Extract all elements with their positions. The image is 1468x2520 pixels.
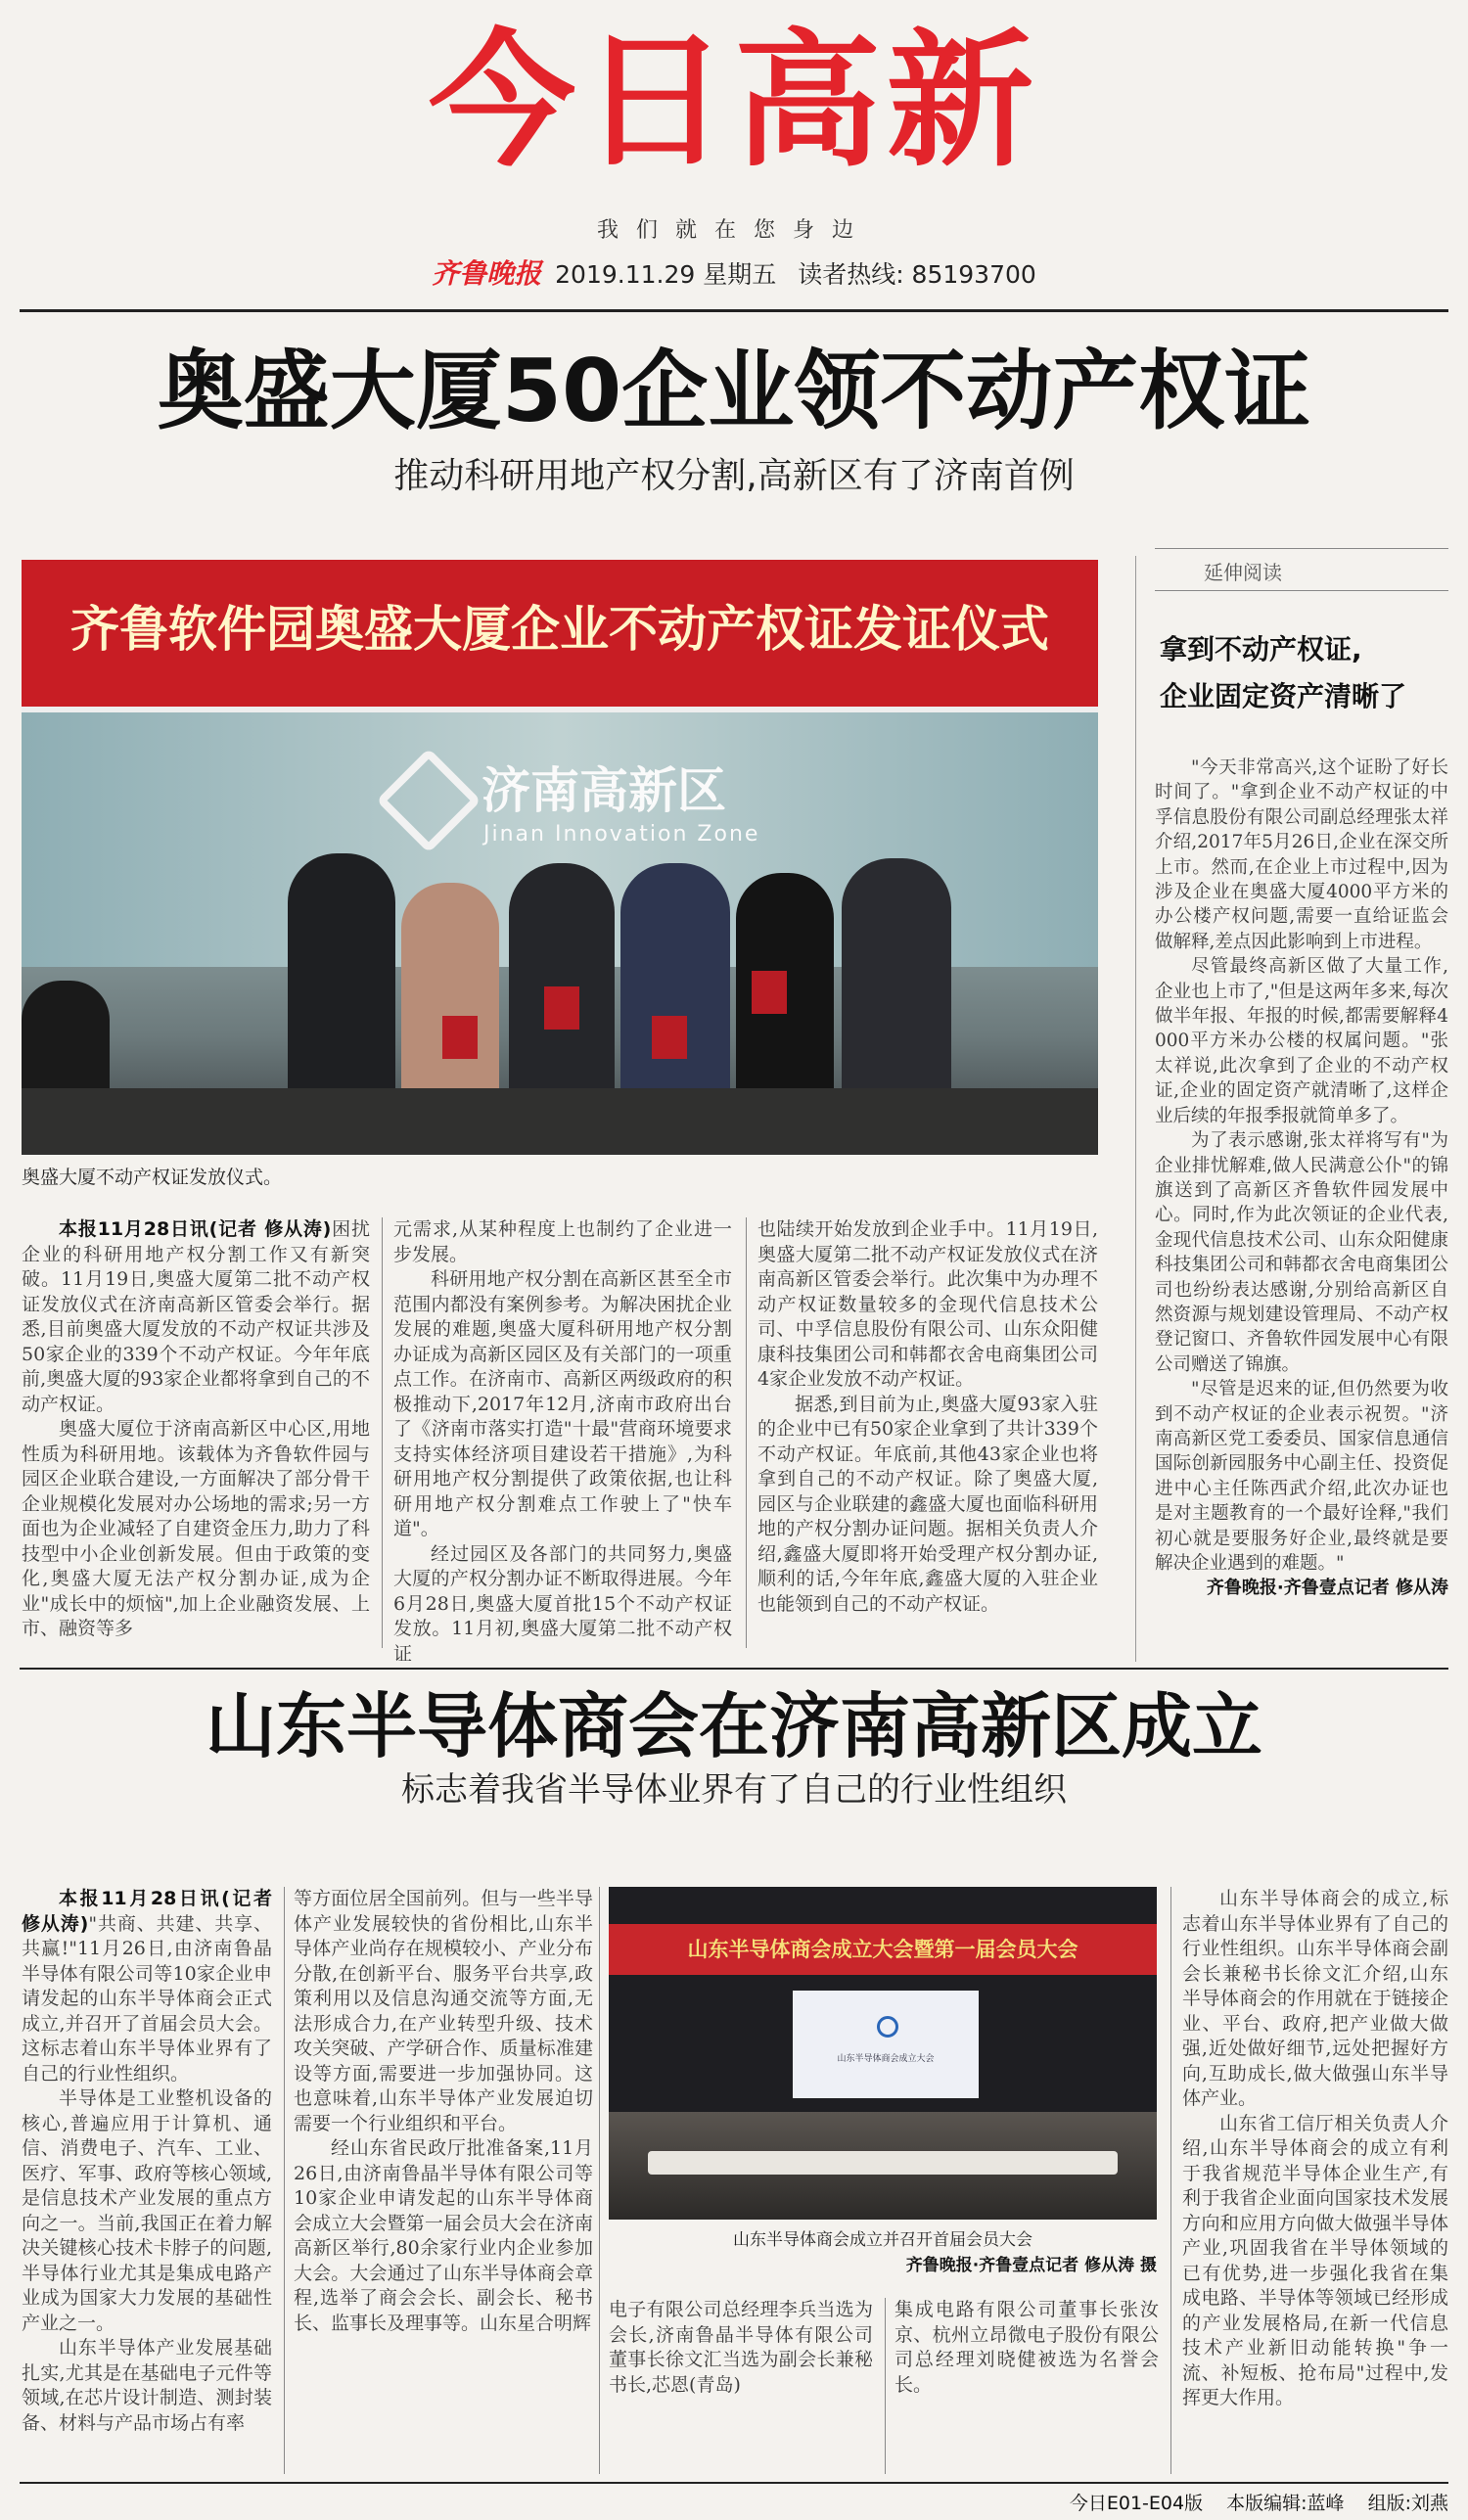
story2-para: 山东半导体产业发展基础扎实,尤其是在基础电子元件等领域,在芯片设计制造、测封装备、材料与产品市场占有率 bbox=[22, 2337, 272, 2434]
story2-para: 山东省工信厅相关负责人介绍,山东半导体商会的成立有利于我省规范半导体企业生产,有利于我省企业面向国家技术发展方向和应用方向做大做强半导体产业,巩固我省在半导体领域的已有优势,进一步强化我省在集成电路、半导体等领域已经形成的产业发展格局,在新一代信息技术产业新旧动能转换"争一流、补短板、抢布局"过程中,发挥更大作用。 bbox=[1182, 2112, 1448, 2408]
column-divider bbox=[382, 1217, 383, 1648]
photo-sign-en: Jinan Innovation Zone bbox=[483, 822, 760, 847]
photo-sign-cn: 济南高新区 bbox=[482, 762, 726, 819]
sidebar-para: 尽管最终高新区做了大量工作,企业也上市了,"但是这两年多来,每次做半年报、年报的时候,都需要解释4000平方米办公楼的权属问题。"张太祥说,此次拿到了企业的不动产权证,企业的固定资产就清晰了,这样企业后续的年报季报就简单多了。 bbox=[1155, 956, 1448, 1126]
footer-editor: 本版编辑:蓝峰 bbox=[1226, 2493, 1345, 2514]
story2-para: 半导体是工业整机设备的核心,普遍应用于计算机、通信、消费电子、汽车、工业、医疗、军事、政府等核心领域,是信息技术产业发展的重点方向之一。当前,我国正在着力解决关键核心技术卡脖子的问题,半导体行业尤其是集成电路产业成为国家大力发展的基础性产业之一。 bbox=[22, 2087, 272, 2334]
photo-banner bbox=[22, 560, 1098, 712]
footer-rule bbox=[20, 2482, 1448, 2484]
masthead-title: 今日高新 bbox=[428, 17, 1039, 187]
story2-credit: 齐鲁晚报·齐鲁壹点记者 修从涛 摄 bbox=[905, 2256, 1157, 2275]
story1-para: 也陆续开始发放到企业手中。11月19日,奥盛大厦第二批不动产权证发放仪式在济南高新区管委会举行。此次集中为办理不动产权证数量较多的金现代信息技术公司、中孚信息股份有限公司、山东众阳健康科技集团公司和韩都衣舍电商集团公司4家企业发放不动产权证。 bbox=[757, 1218, 1098, 1390]
sidebar-headline bbox=[1160, 626, 1453, 720]
sidebar-para: "今天非常高兴,这个证盼了好长时间了。"拿到企业不动产权证的中孚信息股份有限公司副总经理张太祥介绍,2017年5月26日,企业在深交所上市。然而,在企业上市过程中,因为涉及企业在奥盛大厦4000平方米的办公楼产权问题,需要一直给证监会做解释,差点因此影响到上市进程。 bbox=[1155, 757, 1448, 952]
story1-dateline: 本报11月28日讯(记者 修从涛) bbox=[59, 1218, 332, 1240]
story1-col-3 bbox=[757, 1217, 1098, 1617]
story1-subhead: 推动科研用地产权分割,高新区有了济南首例 bbox=[393, 456, 1075, 496]
masthead-rule bbox=[20, 309, 1448, 312]
story2-para: 经山东省民政厅批准备案,11月26日,由济南鲁晶半导体有限公司等10家企业申请发起的山东半导体商会成立大会暨第一届会员大会在济南高新区举行,80余家行业内企业参加大会。大会通过了山东半导体商会章程,选举了商会会长、副会长、秘书长、监事长及理事等。山东星合明辉 bbox=[294, 2137, 593, 2334]
story2-headline: 山东半导体商会在济南高新区成立 bbox=[205, 1685, 1262, 1767]
story1-para: 困扰企业的科研用地产权分割工作又有新突破。11月19日,奥盛大厦第二批不动产权证发放仪式在济南高新区管委会举行。据悉,目前奥盛大厦发放的不动产权证共涉及50家企业的339个不动产权证。今年年底前,奥盛大厦的93家企业都将拿到自己的不动产权证。 bbox=[22, 1218, 370, 1415]
sidebar-para: 为了表示感谢,张太祥将写有"为企业排忧解难,做人民满意公仆"的锦旗送到了高新区齐鲁软件园发展中心。同时,作为此次领证的企业代表,金现代信息技术公司、山东众阳健康科技集团公司和韩都衣舍电商集团公司也纷纷表达感谢,分别给高新区自然资源与规划建设管理局、不动产权登记窗口、齐鲁软件园发展中心有限公司赠送了锦旗。 bbox=[1155, 1130, 1448, 1375]
column-divider bbox=[284, 1887, 285, 2474]
sidebar-headline-line: 拿到不动产权证, bbox=[1160, 633, 1362, 665]
certificate bbox=[752, 971, 787, 1014]
issue-date: 2019.11.29 星期五 bbox=[555, 260, 777, 289]
sidebar-label: 延伸阅读 bbox=[1204, 561, 1282, 584]
photo2-screen bbox=[793, 1991, 979, 2098]
sidebar-byline: 齐鲁晚报·齐鲁壹点记者 修从涛 bbox=[1206, 1578, 1448, 1599]
story2-para: 等方面位居全国前列。但与一些半导体产业发展较快的省份相比,山东半导体产业尚存在规模较小、产业分布分散,在创新平台、服务平台共享,政策利用以及信息沟通交流等方面,无法形成合力,在产业转型升级、技术攻关突破、产学研合作、质量标准建设等方面,需要进一步加强协同。这也意味着,山东半导体产业发展迫切需要一个行业组织和平台。 bbox=[294, 1888, 593, 2134]
column-divider bbox=[746, 1217, 747, 1648]
certificate bbox=[652, 1016, 687, 1059]
certificate bbox=[544, 986, 579, 1030]
footer-pages: 今日E01-E04版 bbox=[1069, 2493, 1204, 2514]
story2-caption-line: 山东半导体商会成立并召开首届会员大会 bbox=[733, 2230, 1032, 2250]
story2-para: 集成电路有限公司董事长张汝京、杭州立昂微电子股份有限公司总经理刘晓健被选为名誉会长。 bbox=[895, 2299, 1159, 2396]
story1-para: 元需求,从某种程度上也制约了企业进一步发展。 bbox=[393, 1218, 732, 1265]
column-divider bbox=[885, 2298, 886, 2474]
sidebar-divider bbox=[1135, 556, 1136, 1662]
story1-para: 科研用地产权分割在高新区甚至全市范围内都没有案例参考。为解决困扰企业发展的难题,奥盛大厦科研用地产权分割办证成为高新区园区及有关部门的一项重点工作。在济南市、高新区两级政府的积极推动下,2017年12月,济南市政府出台了《济南市落实打造"十最"营商环境要求支持实体经济项目建设若干措施》,为科研用地产权分割提供了政策依据,也让科研用地产权分割难点工作驶上了"快车道"。 bbox=[393, 1268, 732, 1539]
story1-photo bbox=[22, 560, 1098, 1155]
photo2-banner-text: 山东半导体商会成立大会暨第一届会员大会 bbox=[687, 1938, 1078, 1961]
story1-col-1 bbox=[22, 1217, 370, 1642]
audience-table bbox=[648, 2151, 1118, 2175]
masthead-info bbox=[0, 252, 1468, 292]
story2-para: 山东半导体商会的成立,标志着山东半导体业界有了自己的行业性组织。山东半导体商会副会长兼秘书长徐文汇介绍,山东半导体商会的作用就在于链接企业、平台、政府,把产业做大做强,近处做好细节,远处把握好方向,互助成长,做大做强山东半导体产业。 bbox=[1182, 1888, 1448, 2109]
story2-para: "共商、共建、共享、共赢!"11月26日,由济南鲁晶半导体有限公司等10家企业申请发起的山东半导体商会正式成立,并召开了首届会员大会。这标志着山东半导体业界有了自己的行业性组织。 bbox=[22, 1912, 272, 2085]
certificate bbox=[442, 1016, 478, 1059]
story2-dateline: 本报11月28日讯(记者 修从涛) bbox=[22, 1888, 272, 1935]
meeting-table bbox=[22, 1088, 1098, 1155]
story1-para: 经过园区及各部门的共同努力,奥盛大厦的产权分割办证不断取得进展。今年6月28日,奥盛大厦首批15个不动产权证发放。11月初,奥盛大厦第二批不动产权证 bbox=[393, 1542, 732, 1665]
story2-photo-caption bbox=[609, 2227, 1157, 2278]
column-divider bbox=[599, 1887, 600, 2474]
column-divider bbox=[1170, 1887, 1171, 2474]
story2-col-2 bbox=[294, 1887, 593, 2336]
screen-logo-icon bbox=[877, 2016, 898, 2038]
sidebar-body bbox=[1155, 756, 1448, 1601]
story2-col-3 bbox=[609, 2298, 873, 2398]
sidebar-headline-line: 企业固定资产清晰了 bbox=[1160, 680, 1407, 712]
story1-photo-caption: 奥盛大厦不动产权证发放仪式。 bbox=[22, 1167, 283, 1188]
sidebar-para: "尽管是迟来的证,但仍然要为收到不动产权证的企业表示祝贺。"济南高新区党工委委员、国家信息通信国际创新园服务中心副主任、投资促进中心主任陈西武介绍,此次办证也是对主题教育的一个最好诠释,"我们初心就是要服务好企业,最终就是要解决企业遇到的难题。" bbox=[1155, 1379, 1448, 1574]
story2-col-1 bbox=[22, 1887, 272, 2436]
reader-hotline: 读者热线: 85193700 bbox=[798, 260, 1036, 289]
sidebar-label-box bbox=[1155, 548, 1448, 591]
photo-banner-text: 齐鲁软件园奥盛大厦企业不动产权证发证仪式 bbox=[70, 601, 1049, 658]
section-rule bbox=[20, 1668, 1448, 1670]
masthead-slogan: 我们就在您身边 bbox=[596, 218, 871, 243]
story2-subhead: 标志着我省半导体业界有了自己的行业性组织 bbox=[401, 1770, 1067, 1810]
story1-para: 据悉,到目前为止,奥盛大厦93家入驻的企业中已有50家企业拿到了共计339个不动产权证。年底前,其他43家企业也将拿到自己的不动产权证。除了奥盛大厦,园区与企业联建的鑫盛大厦也面临科研用地的产权分割办证问题。据相关负责人介绍,鑫盛大厦即将开始受理产权分割办证,顺利的话,今年年底,鑫盛大厦的入驻企业也能领到自己的不动产权证。 bbox=[757, 1393, 1098, 1615]
story1-para: 奥盛大厦位于济南高新区中心区,用地性质为科研用地。该载体为齐鲁软件园与园区企业联合建设,一方面解决了部分骨干企业规模化发展对办公场地的需求;另一方面也为企业减轻了自建资金压力,助力了科技型中小企业创新发展。但由于政策的变化,奥盛大厦无法产权分割办证,成为企业"成长中的烦恼",加上企业融资发展、上市、融资等多 bbox=[22, 1418, 370, 1639]
paper-name: 齐鲁晚报 bbox=[432, 257, 542, 290]
story2-photo bbox=[609, 1887, 1157, 2220]
story2-para: 电子有限公司总经理李兵当选为会长,济南鲁晶半导体有限公司董事长徐文汇当选为副会长兼秘书长,芯恩(青岛) bbox=[609, 2299, 873, 2396]
story1-headline: 奥盛大厦50企业领不动产权证 bbox=[157, 341, 1311, 441]
photo2-banner bbox=[609, 1924, 1157, 1975]
footer-layout: 组版:刘燕 bbox=[1367, 2493, 1448, 2514]
story2-col-5 bbox=[1182, 1887, 1448, 2411]
footer bbox=[1070, 2489, 1448, 2515]
story2-col-4 bbox=[895, 2298, 1159, 2398]
story1-col-2 bbox=[393, 1217, 732, 1667]
photo2-screen-text: 山东半导体商会成立大会 bbox=[837, 2054, 935, 2064]
